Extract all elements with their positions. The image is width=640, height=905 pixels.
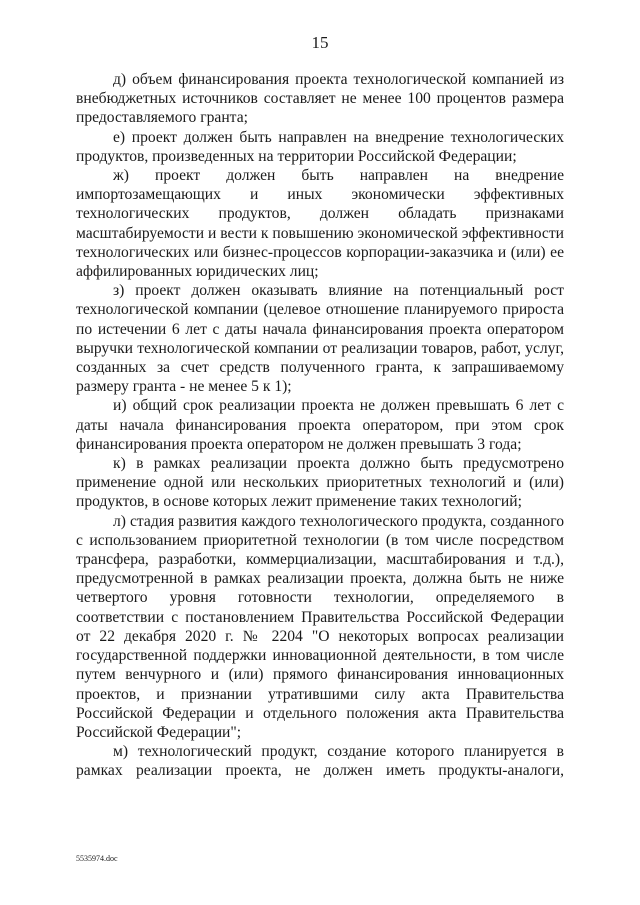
footer-filename: 5535974.doc (76, 854, 118, 863)
document-body (76, 70, 564, 781)
paragraph-i: и) общий срок реализации проекта не должен превышать 6 лет с даты начала финансирования проекта оператором, при этом срок финансирования проекта оператором не должен превышать 3 года; (76, 397, 564, 453)
paragraph-l: л) стадия развития каждого технологического продукта, созданного с использованием приоритетной технологии (в том числе посредством трансфера, разработки, коммерциализации, масштабирования и т.д.), предусмотренной в рамках реализации проекта, должна быть не ниже четвертого уровня готовности технологии, определяемого в соответствии с постановлением Правительства Российской Федерации от 22 декабря 2020 г. № 2204 "О некоторых вопросах реализации государственной поддержки инновационной деятельности, в том числе путем венчурного и (или) прямого финансирования инновационных проектов, и признании утратившими силу акта Правительства Российской Федерации и отдельного положения акта Правительства Российской Федерации"; (76, 512, 564, 741)
paragraph-m: м) технологический продукт, создание которого планируется в рамках реализации проекта, не должен иметь продукты-аналоги, (76, 743, 564, 780)
paragraph-k: к) в рамках реализации проекта должно быть предусмотрено применение одной или нескольких приоритетных технологий и (или) продуктов, в основе которых лежит применение таких технологий; (76, 455, 564, 511)
paragraph-d: д) объем финансирования проекта технологической компанией из внебюджетных источников составляет не менее 100 процентов размера предоставляемого гранта; (76, 71, 564, 127)
paragraph-zh: ж) проект должен быть направлен на внедрение импортозамещающих и иных экономически эффективных технологических продуктов, должен обладать признаками масштабируемости и вести к повышению экономической эффективности технологических или бизнес-процессов корпорации-заказчика и (или) ее аффилированных юридических лиц; (76, 167, 564, 281)
page-number: 15 (311, 33, 329, 52)
paragraph-e: е) проект должен быть направлен на внедрение технологических продуктов, произведенных на территории Российской Федерации; (76, 128, 564, 165)
paragraph-z: з) проект должен оказывать влияние на потенциальный рост технологической компании (целевое отношение планируемого прироста по истечении 6 лет с даты начала финансирования проекта оператором выручки технологической компании от реализации товаров, работ, услуг, созданных за счет средств полученного гранта, к запрашиваемому размеру гранта - не менее 5 к 1); (76, 282, 564, 396)
